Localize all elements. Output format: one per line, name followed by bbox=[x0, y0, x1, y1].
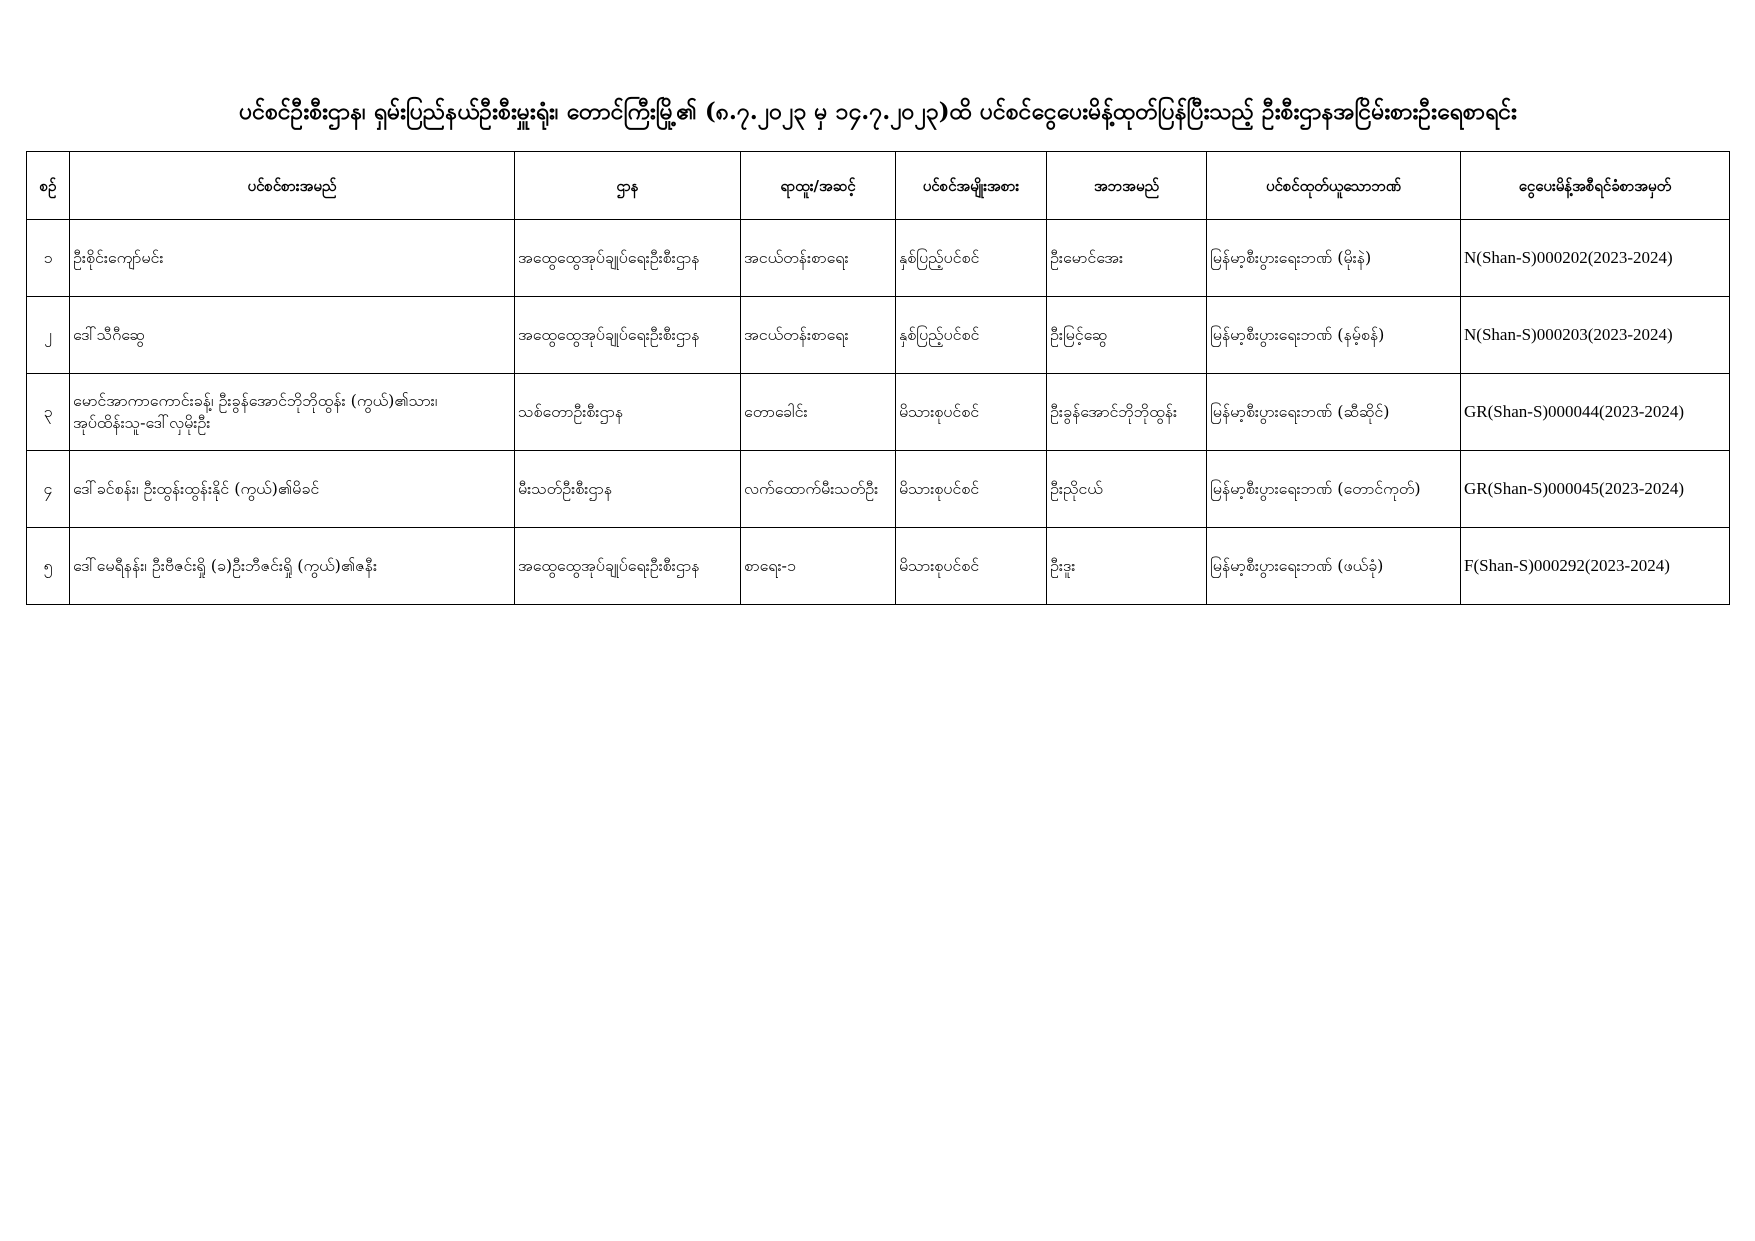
cell-no: ၅ bbox=[27, 528, 70, 605]
header-department: ဌာန bbox=[515, 152, 741, 220]
cell-order-code: N(Shan-S)000203(2023-2024) bbox=[1461, 297, 1730, 374]
cell-father-name: ဦးမောင်အေး bbox=[1047, 220, 1207, 297]
cell-name: ဒေါ်ခင်စန်း၊ ဦးထွန်းထွန်းနိုင် (ကွယ်)၏မိခင် bbox=[70, 451, 515, 528]
cell-department: အထွေထွေအုပ်ချုပ်ရေးဦးစီးဌာန bbox=[515, 528, 741, 605]
cell-pension-type: မိသားစုပင်စင် bbox=[896, 374, 1047, 451]
cell-rank: စာရေး-၁ bbox=[741, 528, 896, 605]
cell-no: ၄ bbox=[27, 451, 70, 528]
cell-name: ဒေါ်မေရီနန်း၊ ဦးဗီဇင်းရှို (ခ)ဦးဘီဇင်းရှို (ကွယ်)၏ဇနီး bbox=[70, 528, 515, 605]
table-row bbox=[27, 374, 1730, 451]
header-row bbox=[27, 152, 1730, 220]
header-no: စဉ် bbox=[27, 152, 70, 220]
table-row bbox=[27, 220, 1730, 297]
cell-bank: မြန်မာ့စီးပွားရေးဘဏ် (တောင်ကုတ်) bbox=[1207, 451, 1461, 528]
cell-order-code: GR(Shan-S)000045(2023-2024) bbox=[1461, 451, 1730, 528]
cell-no: ၁ bbox=[27, 220, 70, 297]
header-bank: ပင်စင်ထုတ်ယူသောဘဏ် bbox=[1207, 152, 1461, 220]
cell-pension-type: နှစ်ပြည့်ပင်စင် bbox=[896, 297, 1047, 374]
table-row bbox=[27, 451, 1730, 528]
table-row bbox=[27, 528, 1730, 605]
cell-rank: အငယ်တန်းစာရေး bbox=[741, 297, 896, 374]
cell-bank: မြန်မာ့စီးပွားရေးဘဏ် (ဖယ်ခုံ) bbox=[1207, 528, 1461, 605]
cell-department: အထွေထွေအုပ်ချုပ်ရေးဦးစီးဌာန bbox=[515, 297, 741, 374]
header-pension-type: ပင်စင်အမျိုးအစား bbox=[896, 152, 1047, 220]
cell-pension-type: နှစ်ပြည့်ပင်စင် bbox=[896, 220, 1047, 297]
pensioner-table bbox=[26, 151, 1730, 605]
cell-order-code: F(Shan-S)000292(2023-2024) bbox=[1461, 528, 1730, 605]
cell-order-code: GR(Shan-S)000044(2023-2024) bbox=[1461, 374, 1730, 451]
cell-no: ၃ bbox=[27, 374, 70, 451]
table-row bbox=[27, 297, 1730, 374]
header-order-code: ငွေပေးမိန့်အစီရင်ခံစာအမှတ် bbox=[1461, 152, 1730, 220]
cell-bank: မြန်မာ့စီးပွားရေးဘဏ် (နမ့်စန်) bbox=[1207, 297, 1461, 374]
cell-order-code: N(Shan-S)000202(2023-2024) bbox=[1461, 220, 1730, 297]
cell-name: ဒေါ်သီဂီဆွေ bbox=[70, 297, 515, 374]
cell-rank: တောခေါင်း bbox=[741, 374, 896, 451]
cell-pension-type: မိသားစုပင်စင် bbox=[896, 451, 1047, 528]
cell-father-name: ဦးဒူး bbox=[1047, 528, 1207, 605]
cell-father-name: ဦးမြင့်ဆွေ bbox=[1047, 297, 1207, 374]
cell-father-name: ဦးခွန်အောင်ဘိုဘိုထွန်း bbox=[1047, 374, 1207, 451]
cell-department: မီးသတ်ဦးစီးဌာန bbox=[515, 451, 741, 528]
header-father-name: အဘအမည် bbox=[1047, 152, 1207, 220]
cell-department: အထွေထွေအုပ်ချုပ်ရေးဦးစီးဌာန bbox=[515, 220, 741, 297]
cell-name: မောင်အာကာကောင်းခန့်၊ ဦးခွန်အောင်ဘိုဘိုထွန်း (ကွယ်)၏သား၊ အုပ်ထိန်းသူ-ဒေါ်လှမိုးဦး bbox=[70, 374, 515, 451]
cell-rank: အငယ်တန်းစာရေး bbox=[741, 220, 896, 297]
cell-department: သစ်တောဦးစီးဌာန bbox=[515, 374, 741, 451]
header-name: ပင်စင်စားအမည် bbox=[70, 152, 515, 220]
cell-no: ၂ bbox=[27, 297, 70, 374]
table-body bbox=[27, 220, 1730, 605]
page-title: ပင်စင်ဦးစီးဌာန၊ ရှမ်းပြည်နယ်ဦးစီးမှူးရုံး၊ တောင်ကြီးမြို့၏ (၈.၇.၂၀၂၃ မှ ၁၄.၇.၂၀၂၃)ထိ ပင်စင်ငွေပေးမိန့်ထုတ်ပြန်ပြီးသည့် ဦးစီးဌာနအငြိမ်းစားဦးရေစာရင်း bbox=[239, 98, 1517, 125]
cell-bank: မြန်မာ့စီးပွားရေးဘဏ် (မိုးနဲ) bbox=[1207, 220, 1461, 297]
cell-father-name: ဦးညိုငယ် bbox=[1047, 451, 1207, 528]
cell-pension-type: မိသားစုပင်စင် bbox=[896, 528, 1047, 605]
table-header bbox=[27, 152, 1730, 220]
cell-name: ဦးစိုင်းကျော်မင်း bbox=[70, 220, 515, 297]
header-rank: ရာထူး/အဆင့် bbox=[741, 152, 896, 220]
cell-bank: မြန်မာ့စီးပွားရေးဘဏ် (ဆီဆိုင်) bbox=[1207, 374, 1461, 451]
cell-rank: လက်ထောက်မီးသတ်ဦး bbox=[741, 451, 896, 528]
